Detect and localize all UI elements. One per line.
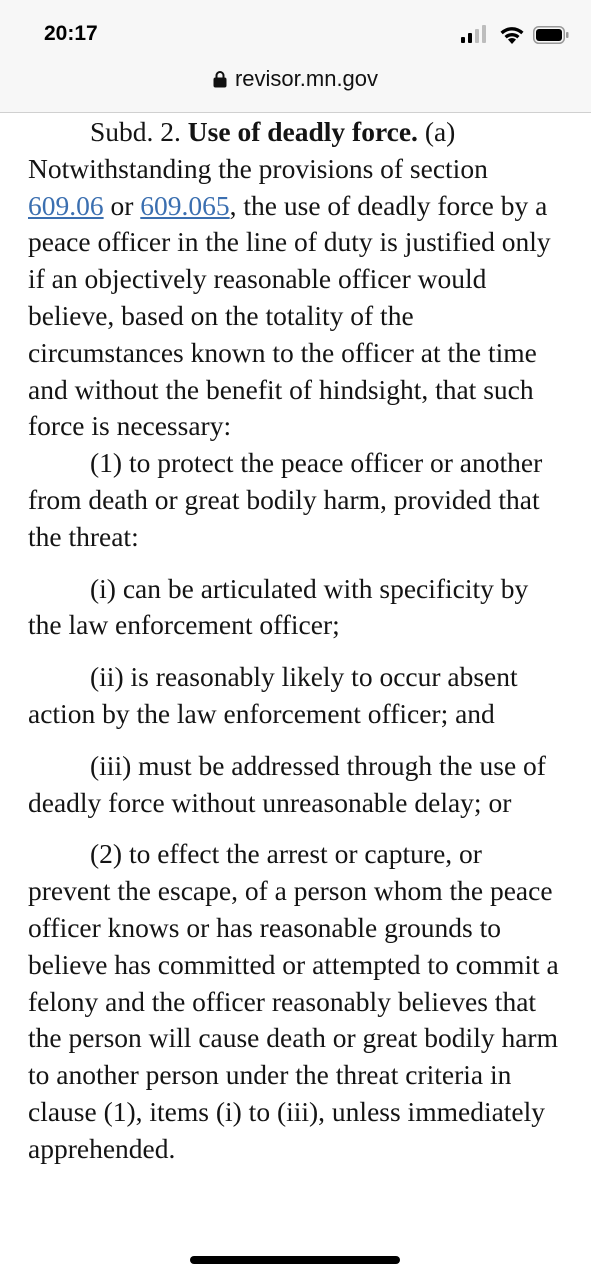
battery-icon [533,26,569,44]
item-i-text: (i) can be articulated with specificity by the law enforcement officer; [28,572,529,641]
signal-icon [461,25,489,43]
item-iii [28,748,568,822]
item-ii-text: (ii) is reasonably likely to occur absent action by the law enforcement officer; and [28,661,518,729]
home-indicator[interactable] [190,1256,400,1264]
url-text[interactable]: revisor.mn.gov [234,66,379,91]
item-iii-text: (iii) must be addressed through the use of deadly force without unreasonable delay; or [28,749,546,818]
url-bar[interactable] [0,62,591,113]
status-time: 20:17 [44,22,98,45]
item-ii [28,659,568,733]
lock-icon [213,70,227,88]
link-joiner: or [110,189,134,221]
wifi-icon [499,25,525,45]
clause-2-text: (2) to effect the arrest or capture, or prevent the escape, of a person whom the peace officer knows or has reasonable grounds to believe has committed or attempted to commit a felony and the officer reasonably believes that the person will cause death or great bodily harm to another person under the threat criteria in clause (1), items (i) to (iii), unless immediately apprehended. [28,838,559,1164]
clause-1 [28,445,568,555]
item-i [28,571,568,645]
statute-heading: Use of deadly force. [187,116,418,147]
address-display[interactable] [0,66,591,92]
status-bar [0,0,591,62]
intro-rest: , the use of deadly force by a peace officer in the line of duty is justified only if an objectively reasonable officer would believe, based on the totality of the circumstances known to the officer at the time and without the benefit of hindsight, that such force is necessary: [28,189,551,442]
subd-label: Subd. 2. [90,116,181,147]
intro-paragraph [28,114,568,445]
section-609-065-link[interactable]: 609.065 [140,189,230,221]
section-609-06-link[interactable]: 609.06 [28,189,104,221]
statute-content [28,114,568,1168]
clause-2 [28,836,568,1167]
clause-1-text: (1) to protect the peace officer or another from death or great bodily harm, provided that the threat: [28,447,543,552]
intro-prefix: (a) Notwithstanding the provisions of section [28,116,488,184]
status-icons [449,25,569,45]
